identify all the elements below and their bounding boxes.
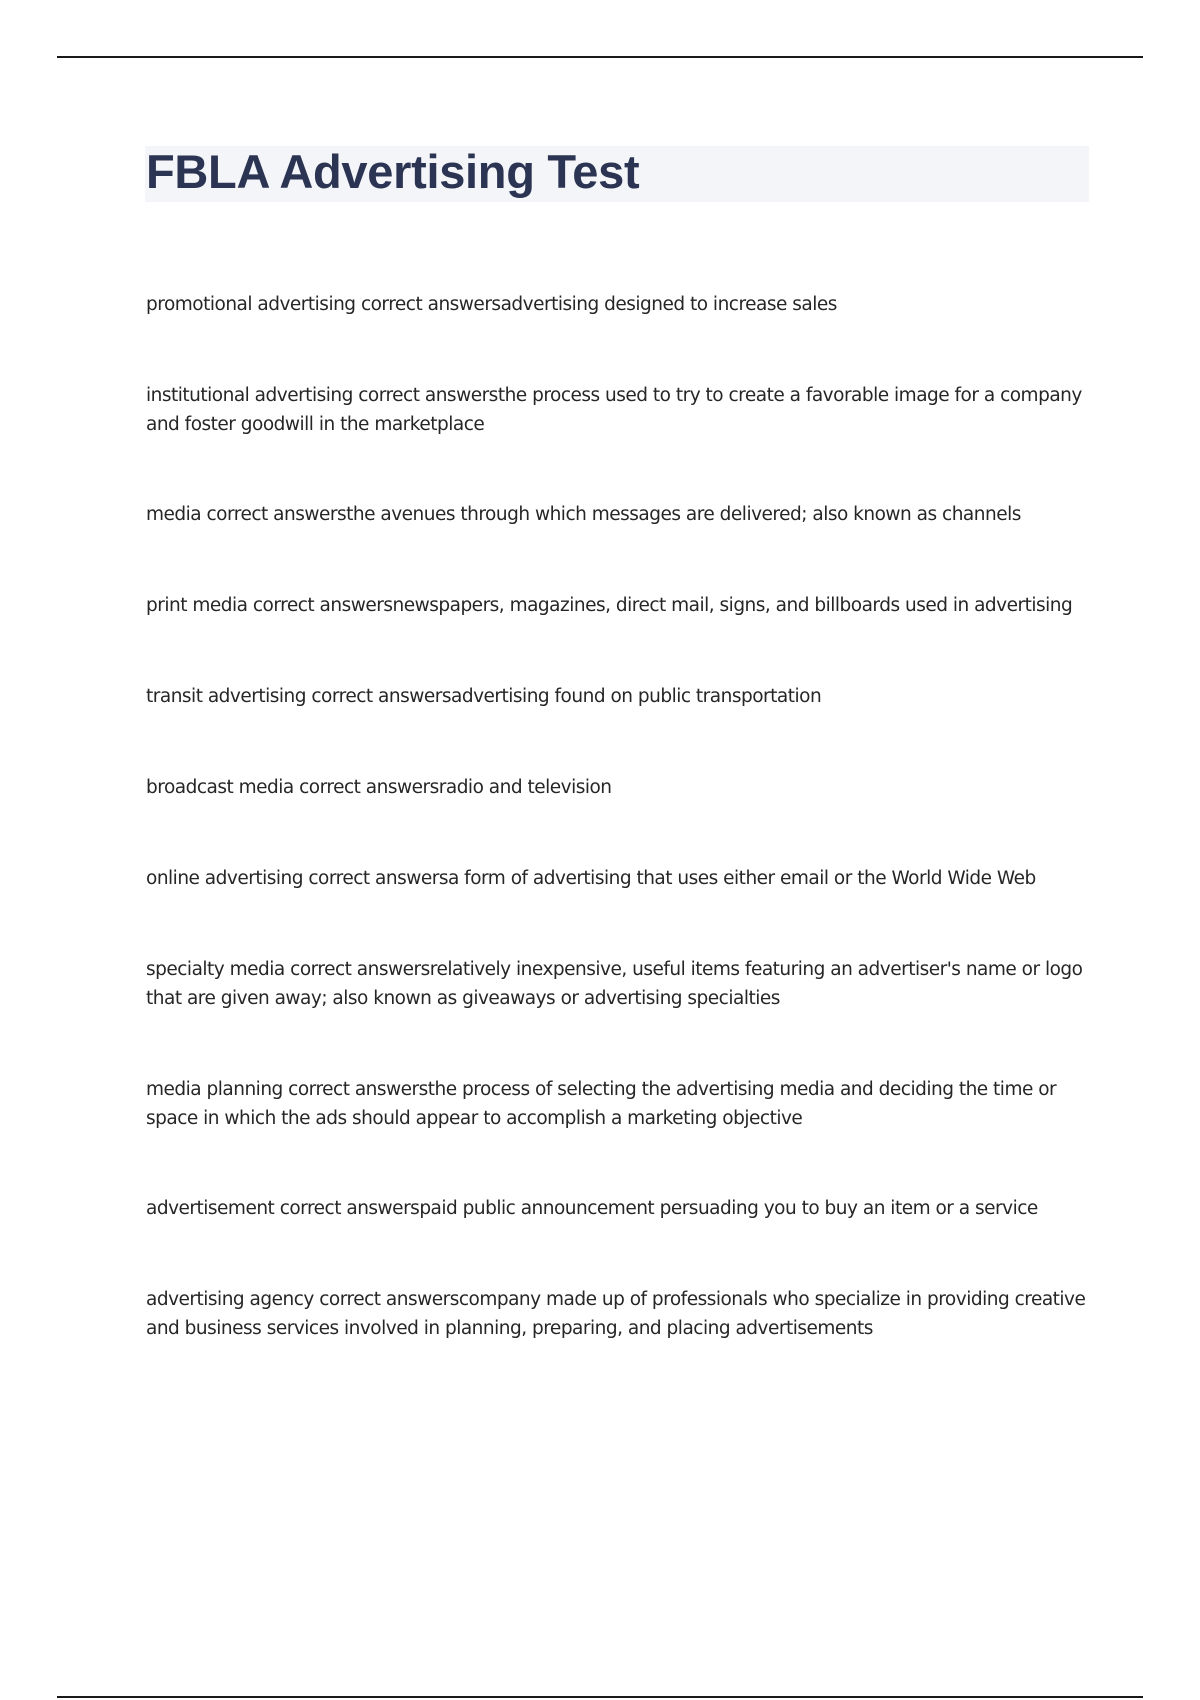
qa-entry (146, 381, 1086, 439)
entry-term: broadcast media (146, 777, 294, 798)
top-rule (57, 56, 1143, 58)
entry-definition: paid public announcement persuading you to buy an item or a service (419, 1198, 1038, 1219)
entry-definition: the process used to try to create a favorable image for a company and foster goodwill in the marketplace (146, 385, 1082, 435)
entry-marker: correct answers (274, 1198, 420, 1219)
qa-entry (146, 955, 1086, 1013)
entry-marker: correct answers (282, 1079, 428, 1100)
entry-definition: the process of selecting the advertising media and deciding the time or space in which the ads should appear to accomplish a marketing objective (146, 1079, 1057, 1129)
qa-entry (146, 500, 1086, 529)
qa-entry (146, 591, 1086, 620)
entry-term: transit advertising (146, 686, 306, 707)
entry-term: online advertising (146, 868, 303, 889)
entry-term: print media (146, 595, 248, 616)
entry-term: media planning (146, 1079, 283, 1100)
entry-definition: the avenues through which messages are delivered; also known as channels (346, 504, 1021, 525)
entry-definition: advertising designed to increase sales (500, 294, 837, 315)
entry-marker: correct answers (201, 504, 347, 525)
entry-marker: correct answers (302, 868, 448, 889)
entry-definition: company made up of professionals who specialize in providing creative and business services involved in planning, preparing, and placing advertisements (146, 1289, 1086, 1339)
entry-marker: correct answers (293, 777, 439, 798)
entry-term: institutional advertising (146, 385, 353, 406)
entry-term: advertisement (146, 1198, 275, 1219)
entry-marker: correct answers (313, 1289, 459, 1310)
qa-entry (146, 773, 1086, 802)
entry-term: media (146, 504, 202, 525)
entry-definition: newspapers, magazines, direct mail, signs, and billboards used in advertising (392, 595, 1073, 616)
qa-entry (146, 864, 1086, 893)
qa-entry (146, 1194, 1086, 1223)
entry-marker: correct answers (284, 959, 430, 980)
qa-entry (146, 1075, 1086, 1133)
qa-entry (146, 682, 1086, 711)
entry-definition: radio and television (438, 777, 612, 798)
entry-term: promotional advertising (146, 294, 356, 315)
bottom-rule (57, 1696, 1143, 1698)
qa-entry (146, 290, 1086, 319)
entry-marker: correct answers (306, 686, 451, 707)
entry-definition: advertising found on public transportation (451, 686, 822, 707)
qa-entry (146, 1285, 1086, 1343)
entry-definition: a form of advertising that uses either email or the World Wide Web (447, 868, 1036, 889)
page-title: FBLA Advertising Test (146, 145, 640, 198)
entry-marker: correct answers (352, 385, 498, 406)
entry-marker: correct answers (247, 595, 393, 616)
entry-definition: relatively inexpensive, useful items featuring an advertiser's name or logo that are given away; also known as giveaways or advertising specialties (146, 959, 1083, 1009)
entry-marker: correct answers (355, 294, 501, 315)
entry-term: specialty media (146, 959, 285, 980)
entry-term: advertising agency (146, 1289, 314, 1310)
